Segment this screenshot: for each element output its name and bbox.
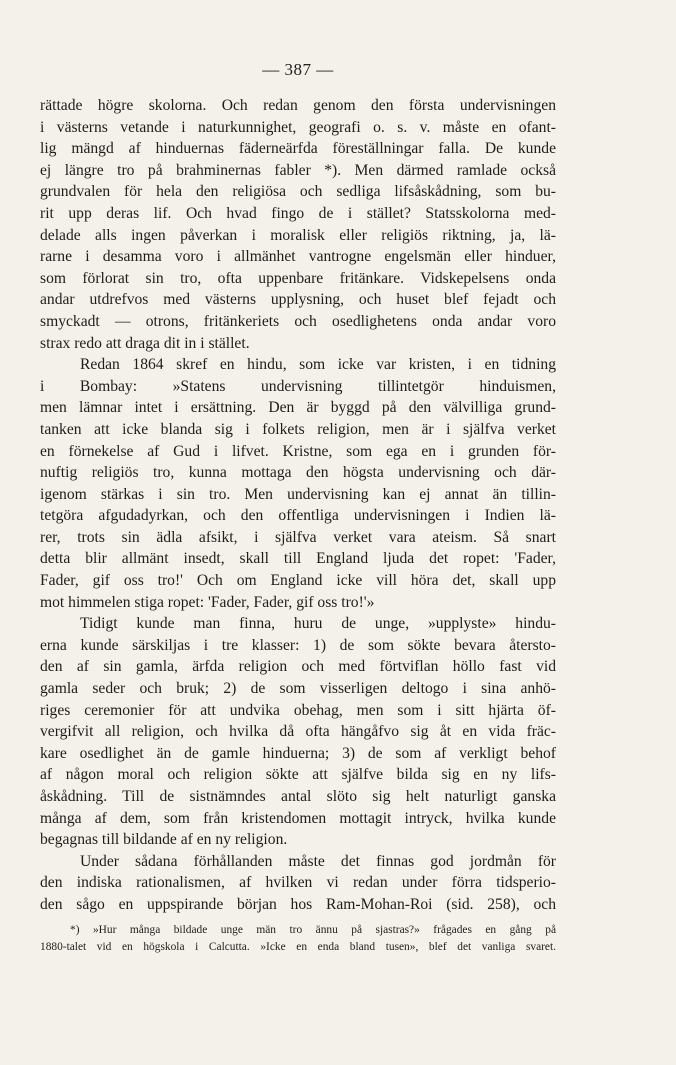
text-line: lig mängd af hinduernas fäderneärfda föreställningar falla. De kunde: [40, 140, 556, 158]
text-line: Redan 1864 skref en hindu, som icke var kristen, i en tidning: [80, 356, 556, 374]
text-line: erna kunde särskiljas i tre klasser: 1) de som sökte bevara återsto-: [40, 636, 556, 654]
text-line: kare osedlighet än de gamle hinduerna; 3) de som af verkligt behof: [40, 744, 556, 762]
text-line: igenom stärkas i sin tro. Men undervisning kan ej annat än tillin-: [40, 485, 556, 503]
text-line: delade alls ingen påverkan i moralisk eller religiös riktning, ja, lä-: [40, 226, 556, 244]
body-text: [40, 95, 556, 916]
text-line: riges ceremonier för att undvika obehag, men som i sitt hjärta öf-: [40, 701, 556, 719]
text-line: andar utdrefvos med västerns upplysning, och huset blef fejadt och: [40, 291, 556, 309]
page-number: — 387 —: [262, 60, 334, 79]
text-line: i Bombay: »Statens undervisning tillintetgör hinduismen,: [40, 377, 556, 395]
text-line: vergifvit all religion, och hvilka då ofta hängåfvo sig åt en vida fräc-: [40, 723, 556, 741]
footnote: [40, 922, 556, 956]
text-line: många af dem, som från kristendomen mottagit intryck, hvilka kunde: [40, 809, 556, 827]
text-line: nuftig religiös tro, kunna mottaga den högsta undervisning och där-: [40, 464, 556, 482]
text-line: Under sådana förhållanden måste det finnas god jordmån för: [80, 852, 556, 870]
text-line: den indiska rationalismen, af hvilken vi redan under förra tidsperio-: [40, 874, 556, 892]
text-line: rit upp deras lif. Och hvad fingo de i stället? Statsskolorna med-: [40, 204, 556, 222]
text-line: tetgöra afgudadyrkan, och den offentliga undervisningen i Indien lä-: [40, 507, 556, 525]
text-line: Fader, gif oss tro!' Och om England icke vill höra det, skall upp: [40, 572, 556, 590]
text-line: åskådning. Till de sistnämndes antal slöto sig helt naturligt ganska: [40, 788, 556, 805]
text-line: smyckadt — otrons, fritänkeriets och osedlighetens onda andar voro: [40, 312, 556, 330]
text-line: ej längre tro på brahminernas fabler *). Men därmed ramlade också: [40, 161, 556, 179]
text-line: af någon moral och religion sökte att själfve bilda sig en ny lifs-: [40, 766, 556, 784]
text-line: rarne i desamma voro i allmänhet vantrogne engelsmän eller hinduer,: [40, 248, 556, 266]
text-line: Tidigt kunde man finna, huru de unge, »upplyste» hindu-: [80, 615, 556, 633]
footnote-line: *) »Hur många bildade unge män tro ännu på sjastras?» frågades en gång på: [70, 924, 556, 936]
text-line: en förnekelse af Gud i lifvet. Kristne, som ega en i grunden för-: [40, 442, 556, 460]
text-line: den af sin gamla, ärfda religion och med förtviflan höllo fast vid: [40, 658, 556, 676]
text-line: detta blir allmänt insedt, skall till England ljuda det ropet: 'Fader,: [40, 550, 556, 568]
text-line: i västerns vetande i naturkunnighet, geografi o. s. v. måste en ofant-: [40, 118, 556, 136]
text-line: som förlorat sin tro, ofta uppenbare fritänkare. Vidskepelsens onda: [40, 269, 556, 287]
text-line: grundvalen för hela den religiösa och sedliga lifsåskådning, som bu-: [40, 183, 556, 201]
text-line: tanken att icke blanda sig i folkets religion, men är i själfva verket: [40, 420, 556, 438]
text-line: rättade högre skolorna. Och redan genom den första undervisningen: [40, 97, 556, 114]
text-line: strax redo att draga dit in i stället.: [40, 334, 250, 352]
text-line: men lämnar intet i ersättning. Den är byggd på den välvilliga grund-: [40, 399, 556, 417]
text-line: rer, trots sin ädla afsikt, i själfva verket vara ateism. Så snart: [40, 528, 556, 546]
footnote-line: 1880-talet vid en högskola i Calcutta. »Icke en enda bland tusen», blef det vanliga svaret.: [40, 941, 556, 953]
text-line: begagnas till bildande af en ny religion.: [40, 831, 288, 849]
text-line: mot himmelen stiga ropet: 'Fader, Fader, gif oss tro!'»: [40, 593, 375, 611]
text-line: den sågo en uppspirande början hos Ram-Mohan-Roi (sid. 258), och: [40, 895, 556, 913]
text-line: gamla seder och bruk; 2) de som visserligen deltogo i sina anhö-: [40, 680, 556, 698]
